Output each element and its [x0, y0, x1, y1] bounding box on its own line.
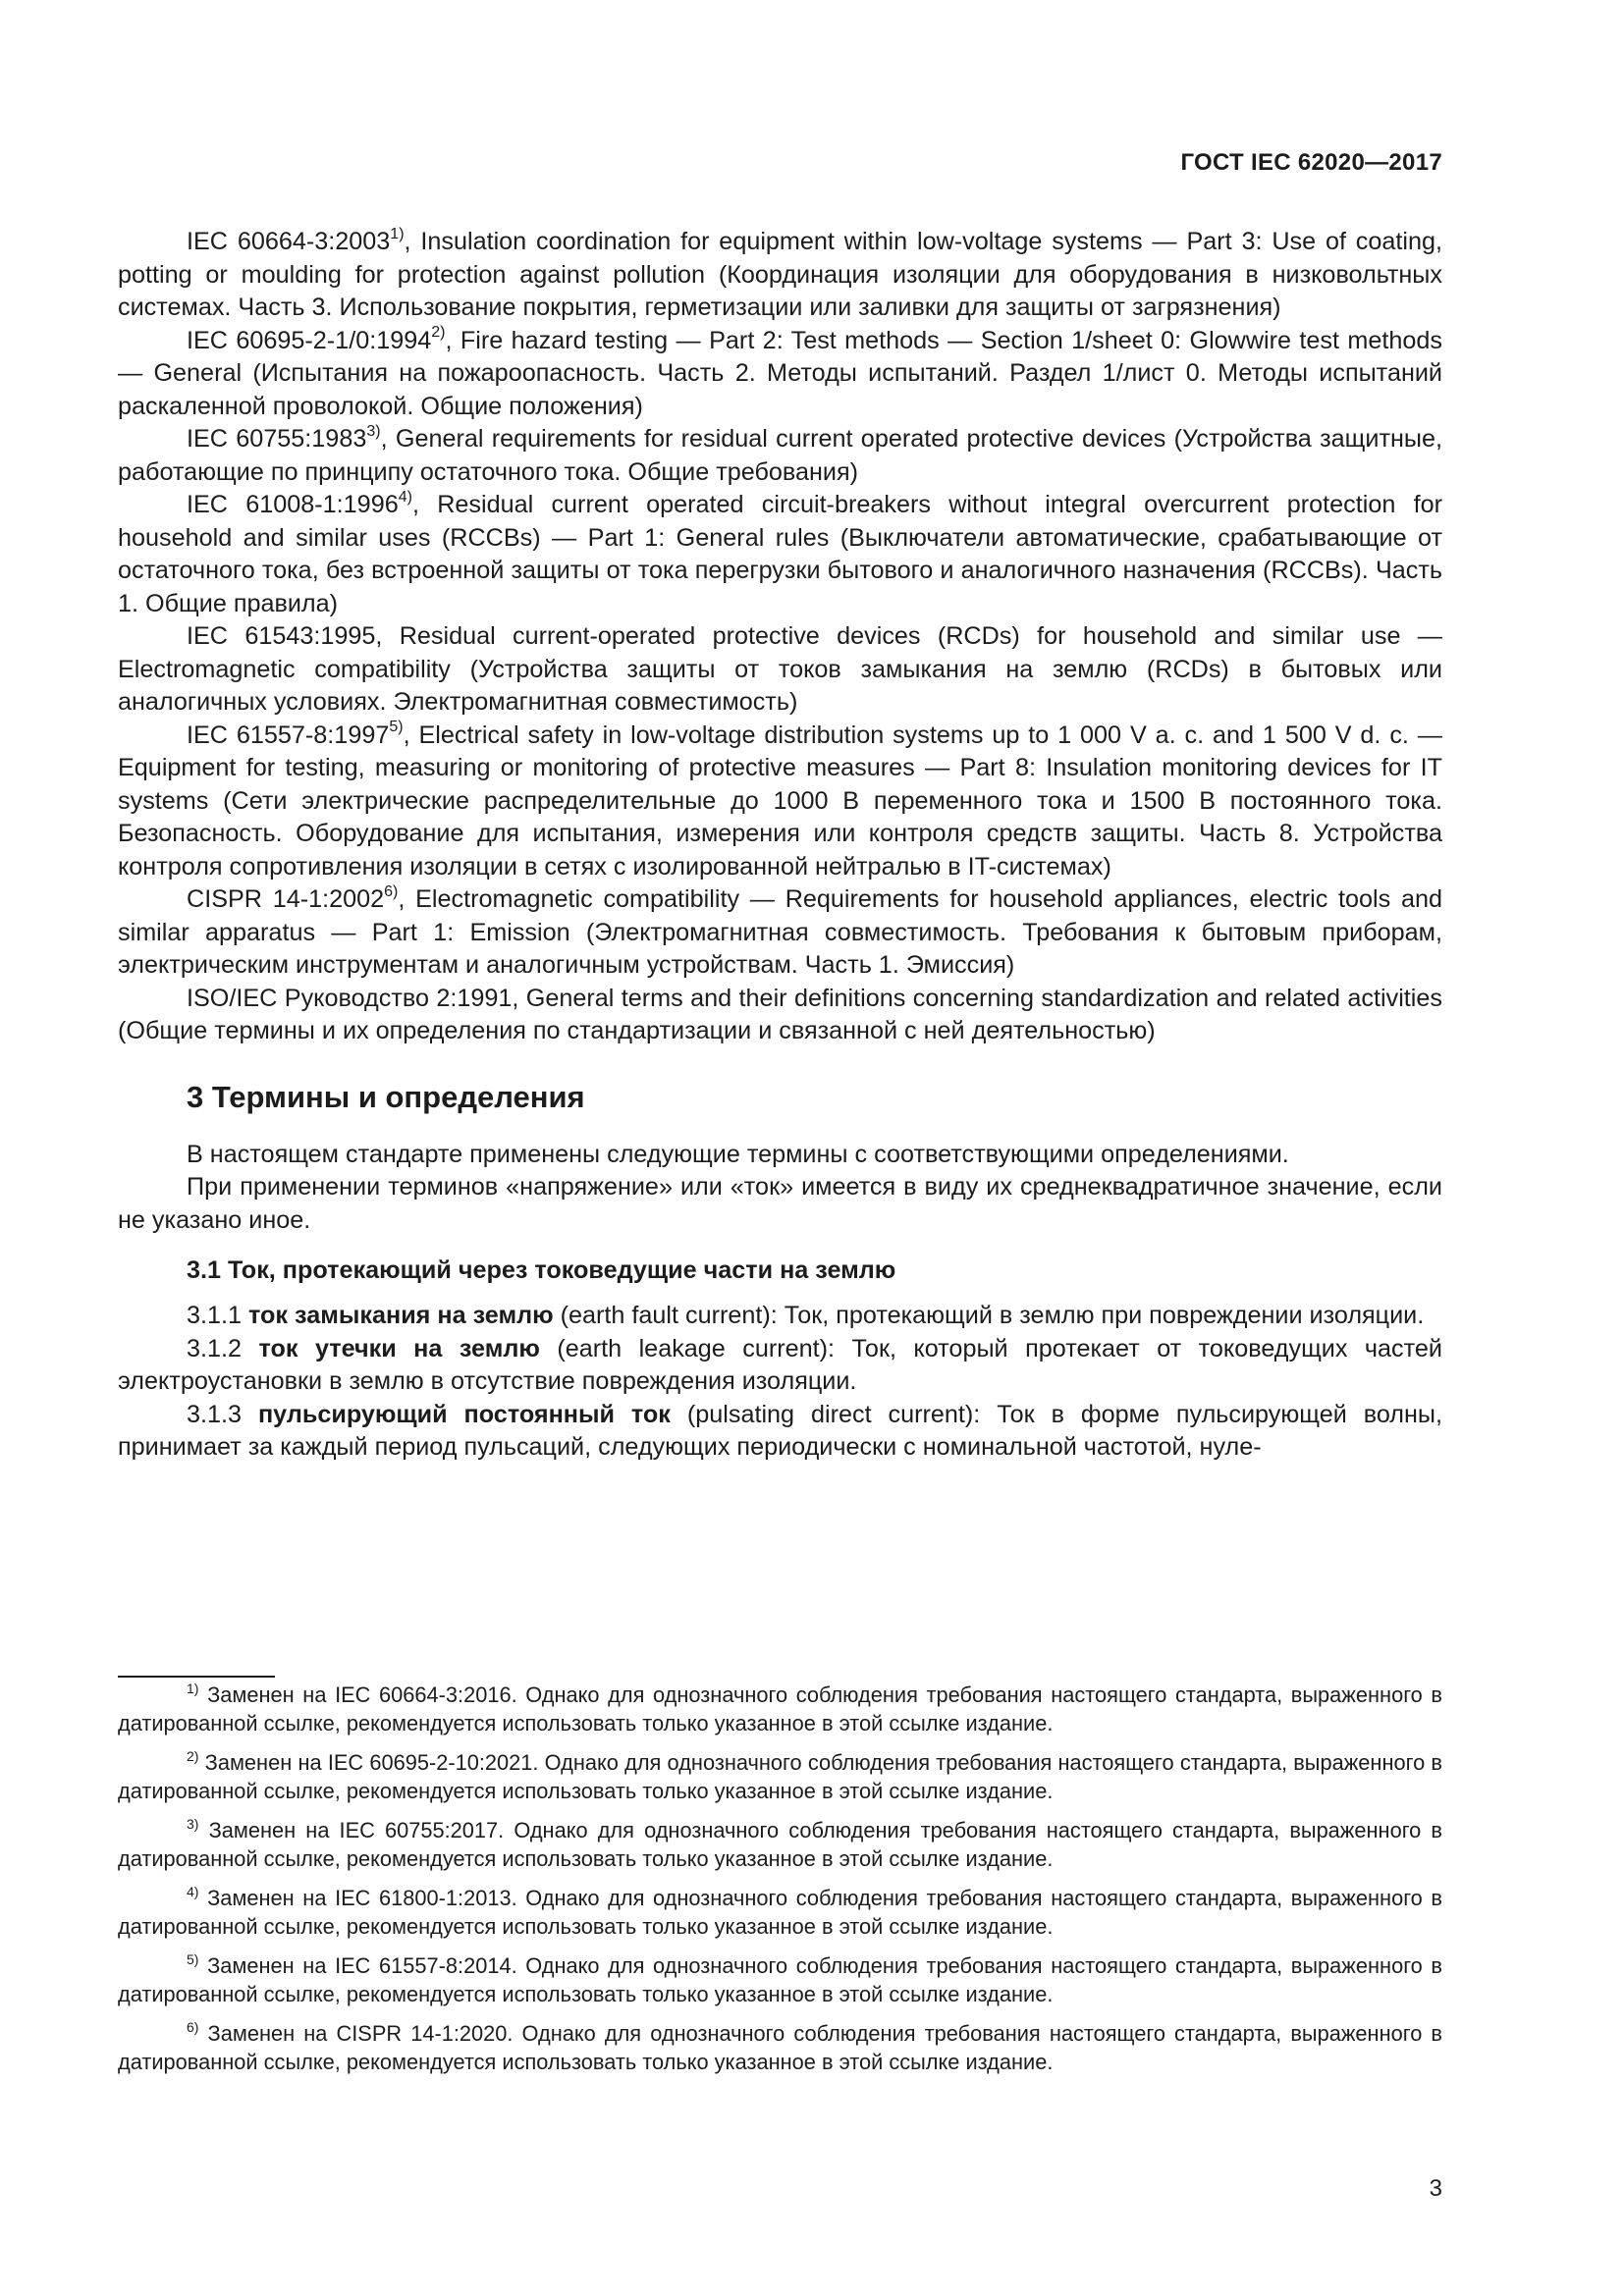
page-number: 3	[1429, 2175, 1442, 2202]
term-text: (pulsating direct current): Ток в форме пульсирующей волны, принимает за каждый период пульсаций, следующих периодически с номинальной частотой, нуле-	[118, 1400, 1442, 1461]
reference-entry	[118, 983, 1442, 1048]
footnote-text: Заменен на IEC 60664-3:2016. Однако для однозначного соблюдения требования настоящего стандарта, выраженного в датированной ссылке, рекомендуется использовать только указанное в этой ссылке издание.	[118, 1682, 1442, 1735]
footnote-mark: 3)	[187, 1815, 199, 1832]
footnote-mark: 1)	[187, 1680, 199, 1696]
term-number: 3.1.3	[187, 1400, 258, 1428]
footnote-text: Заменен на IEC 60695-2-10:2021. Однако для однозначного соблюдения требования настоящего стандарта, выраженного в датированной ссылке, рекомендуется использовать только указанное в этой ссылке издание.	[118, 1750, 1442, 1803]
document-header: ГОСТ IEC 62020—2017	[1180, 149, 1442, 176]
reference-entry	[118, 883, 1442, 983]
footnote-mark: 6)	[187, 2018, 199, 2035]
section-intro: В настоящем стандарте применены следующие термины с соответствующими определениями.	[187, 1140, 1289, 1168]
term-name: пульсирующий постоянный ток	[257, 1400, 671, 1428]
footnote-mark: 4)	[187, 1883, 199, 1899]
term-definition	[118, 1333, 1442, 1399]
reference-code: IEC 61557-8:1997	[187, 721, 390, 749]
footnote	[118, 2020, 1442, 2076]
reference-entry	[118, 325, 1442, 424]
footnote-mark: 5)	[187, 1950, 199, 1967]
reference-text: , Fire hazard testing — Part 2: Test methods — Section 1/sheet 0: Glowwire test methods — General (Испытания на пожароопасность. Часть 2. Методы испытаний. Раздел 1/лист 0. Методы испытаний раскаленной проволокой. Общие положения)	[118, 326, 1442, 420]
reference-code: IEC 60695-2-1/0:1994	[187, 326, 432, 354]
reference-code: IEC 61543:1995	[187, 622, 376, 650]
footnote-mark: 2)	[187, 1747, 199, 1764]
term-number: 3.1.2	[187, 1334, 259, 1362]
reference-text: , Electromagnetic compatibility — Requirements for household appliances, electric tools and similar apparatus — Part 1: Emission (Электромагнитная совместимость. Требования к бытовым приборам, электрическим инструментам и аналогичным устройствам. Часть 1. Эмиссия)	[118, 885, 1442, 979]
footnote-marker: 4)	[398, 488, 412, 506]
footnote-text: Заменен на CISPR 14-1:2020. Однако для однозначного соблюдения требования настоящего стандарта, выраженного в датированной ссылке, рекомендуется использовать только указанное в этой ссылке издание.	[118, 2021, 1442, 2074]
footnote	[118, 1952, 1442, 2008]
reference-entry	[118, 489, 1442, 620]
reference-code: IEC 60664-3:2003	[187, 228, 391, 255]
section-intro: При применении терминов «напряжение» или «ток» имеется в виду их среднеквадратичное значение, если не указано иное.	[118, 1173, 1442, 1234]
footnote-marker: 2)	[431, 324, 446, 342]
footnote-marker: 5)	[389, 719, 404, 736]
reference-entry	[118, 620, 1442, 720]
reference-text: , Electrical safety in low-voltage distribution systems up to 1 000 V a. c. and 1 500 V d. c. — Equipment for testing, measuring or monitoring of protective measures — Part 8: Insulation monitoring devices for IT systems (Сети электрические распределительные до 1000 В переменного тока и 1500 В постоянного тока. Безопасность. Оборудование для испытания, измерения или контроля средств защиты. Часть 8. Устройства контроля сопротивления изоляции в сетях с изолированной нейтралью в IT-системах)	[118, 721, 1442, 881]
term-number: 3.1.1	[187, 1302, 249, 1329]
reference-text: , General requirements for residual current operated protective devices (Устройства защитные, работающие по принципу остаточного тока. Общие требования)	[118, 425, 1442, 486]
term-definition	[118, 1300, 1442, 1333]
reference-code: IEC 61008-1:1996	[187, 491, 399, 518]
footnotes	[118, 1682, 1442, 2088]
footnote	[118, 1749, 1442, 1805]
reference-code: IEC 60755:1983	[187, 425, 367, 453]
footnote-separator	[118, 1676, 275, 1678]
footnote	[118, 1682, 1442, 1737]
document-body	[118, 226, 1442, 1465]
reference-text: , Residual current operated circuit-breakers without integral overcurrent protection for household and similar uses (RCCBs) — Part 1: General rules (Выключатели автоматические, срабатывающие от остаточного тока, без встроенной защиты от тока перегрузки бытового и аналогичного назначения (RCCBs). Часть 1. Общие правила)	[118, 491, 1443, 617]
footnote	[118, 1817, 1442, 1873]
reference-entry	[118, 226, 1442, 325]
reference-entry	[118, 720, 1442, 884]
reference-text: , General terms and their definitions concerning standardization and related activities (Общие термины и их определения по стандартизации и связанной с ней деятельностью)	[118, 984, 1442, 1044]
reference-entry	[118, 423, 1442, 489]
footnote-marker: 3)	[366, 422, 381, 440]
footnote	[118, 1885, 1442, 1941]
footnote-text: Заменен на IEC 61800-1:2013. Однако для однозначного соблюдения требования настоящего стандарта, выраженного в датированной ссылке, рекомендуется использовать только указанное в этой ссылке издание.	[118, 1886, 1442, 1939]
footnote-marker: 1)	[390, 225, 405, 242]
term-definition	[118, 1399, 1442, 1465]
term-text: (earth leakage current): Ток, который протекает от токоведущих частей электроустановки в землю в отсутствие повреждения изоляции.	[118, 1334, 1442, 1395]
footnote-marker: 6)	[384, 882, 399, 900]
footnote-text: Заменен на IEC 60755:2017. Однако для однозначного соблюдения требования настоящего стандарта, выраженного в датированной ссылке, рекомендуется использовать только указанное в этой ссылке издание.	[118, 1818, 1442, 1871]
term-name: ток утечки на землю	[258, 1334, 540, 1362]
reference-code: CISPR 14-1:2002	[187, 885, 385, 913]
reference-text: , Insulation coordination for equipment within low-voltage systems — Part 3: Use of coating, potting or moulding for protection against pollution (Координация изоляции для оборудования в низковольтных системах. Часть 3. Использование покрытия, герметизации или заливки для защиты от загрязнения)	[118, 228, 1442, 321]
reference-text: , Residual current-operated protective devices (RCDs) for household and similar use — Electromagnetic compatibility (Устройства защиты от токов замыкания на землю (RCDs) в бытовых или аналогичных условиях. Электромагнитная совместимость)	[118, 622, 1442, 716]
term-name: ток замыкания на землю	[248, 1302, 554, 1329]
term-text: (earth fault current): Ток, протекающий в землю при повреждении изоляции.	[553, 1302, 1425, 1329]
subsection-heading: 3.1 Ток, протекающий через токоведущие части на землю	[187, 1256, 896, 1284]
reference-code: ISO/IEC Руководство 2:1991	[187, 984, 513, 1012]
footnote-text: Заменен на IEC 61557-8:2014. Однако для однозначного соблюдения требования настоящего стандарта, выраженного в датированной ссылке, рекомендуется использовать только указанное в этой ссылке издание.	[118, 1953, 1442, 2006]
section-heading: 3 Термины и определения	[187, 1079, 585, 1114]
